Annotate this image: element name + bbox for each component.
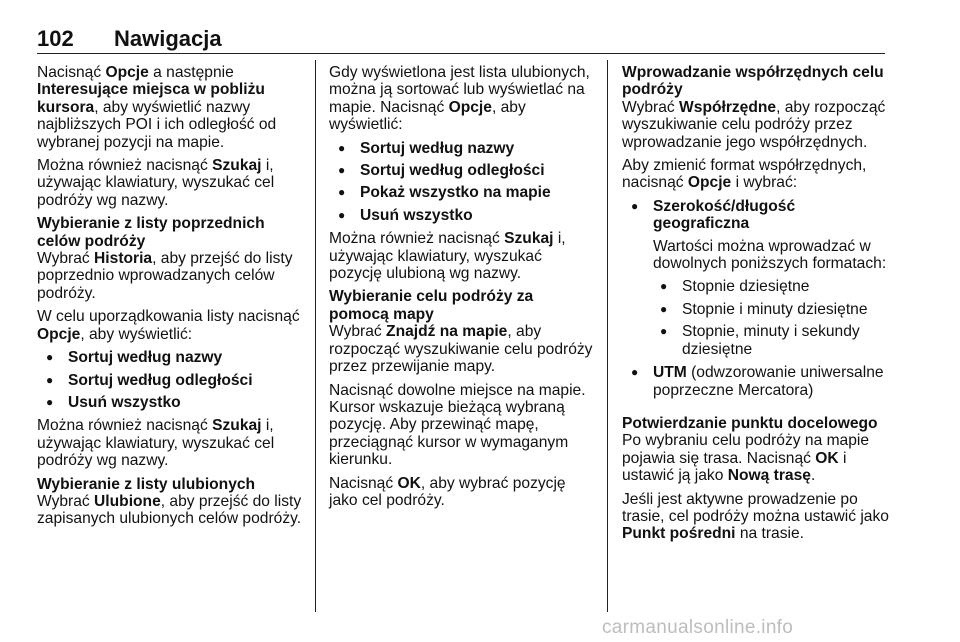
column-divider-1 (315, 60, 316, 612)
paragraph: Gdy wyświetlona jest lista ulubionych, można ją sortować lub wyświetlać na mapie. Nacisnąć Opcje, aby wyświetlić: (329, 64, 590, 134)
paragraph: Wybrać Znajdź na mapie, aby rozpocząć wyszukiwanie celu podróży przez przewijanie mapy. (329, 323, 593, 376)
header-divider (37, 53, 885, 54)
page-header (37, 26, 887, 54)
format-sublist (622, 278, 890, 358)
list-item: ● Stopnie i minuty dziesiętne (622, 301, 890, 318)
list-item: ● Usuń wszystko (37, 394, 305, 411)
section-heading: Wybieranie z listy poprzednich celów podróży (37, 215, 265, 250)
watermark: carmanualsonline.info (602, 617, 794, 638)
paragraph: Jeśli jest aktywne prowadzenie po trasie, cel podróży można ustawić jako Punkt pośredni na trasie. (622, 490, 889, 543)
paragraph: Można również nacisnąć Szukaj i, używając klawiatury, wyszukać cel podróży wg nazwy. (37, 417, 275, 470)
list-item: ● Szerokość/długość geograficzna Wartości można wprowadzać w dowolnych poniższych formatach: (622, 198, 890, 273)
paragraph: Można również nacisnąć Szukaj i, używając klawiatury, wyszukać cel podróży wg nazwy. (37, 157, 275, 209)
list-item: ● Usuń wszystko (329, 207, 597, 224)
list-item: ● Sortuj według odległości (329, 162, 597, 179)
list-item: ● Pokaż wszystko na mapie (329, 184, 597, 201)
column-divider-2 (607, 60, 608, 612)
list-item-description: Wartości można wprowadzać w dowolnych poniższych formatach: (653, 237, 887, 273)
list-item: ● UTM (odwzorowanie uniwersalne poprzeczne Mercatora) (622, 364, 890, 399)
paragraph: Nacisnąć dowolne miejsce na mapie. Kursor wskazuje bieżącą wybraną pozycję. Aby przewinąć mapę, przeciągnąć kursor w wymaganym kierunku. (329, 381, 586, 469)
page-number: 102 (37, 26, 74, 51)
section-heading: Wybieranie celu podróży za pomocą mapy (329, 288, 534, 323)
page-title: Nawigacja (114, 26, 222, 51)
list-item: ● Sortuj według odległości (37, 372, 305, 389)
column-1 (37, 64, 305, 534)
options-list (37, 349, 305, 411)
paragraph: Wybrać Ulubione, aby przejść do listy zapisanych ulubionych celów podróży. (37, 492, 302, 528)
paragraph: Aby zmienić format współrzędnych, nacisnąć Opcje i wybrać: (622, 157, 867, 192)
options-list (329, 140, 597, 225)
paragraph: W celu uporządkowania listy nacisnąć Opcje, aby wyświetlić: (37, 308, 300, 343)
list-item: ● Stopnie dziesiętne (622, 278, 890, 295)
column-2 (329, 64, 597, 515)
column-3 (622, 64, 890, 549)
paragraph: Nacisnąć OK, aby wybrać pozycję jako cel podróży. (329, 474, 566, 509)
paragraph: Wybrać Współrzędne, aby rozpocząć wyszukiwanie celu podróży przez wprowadzanie jego współrzędnych. (622, 98, 886, 151)
paragraph: Wybrać Historia, aby przejść do listy poprzednio wprowadzanych celów podróży. (37, 250, 293, 302)
section-heading: Wybieranie z listy ulubionych (37, 475, 256, 493)
list-item: ● Stopnie, minuty i sekundy dziesiętne (622, 323, 890, 358)
list-item: ● Sortuj według nazwy (329, 140, 597, 157)
paragraph: Po wybraniu celu podróży na mapie pojawia się trasa. Nacisnąć OK i ustawić ją jako Nową trasę. (622, 432, 870, 485)
format-list (622, 198, 890, 273)
paragraph: Można również nacisnąć Szukaj i, używając klawiatury, wyszukać pozycję ulubioną wg nazwy. (329, 230, 566, 283)
list-item: ● Sortuj według nazwy (37, 349, 305, 366)
paragraph: Nacisnąć Opcje a następnie Interesujące miejsca w pobliżu kursora, aby wyświetlić nazwy najbliższych POI i ich odległość od wybranej pozycji na mapie. (37, 64, 277, 151)
section-heading: Potwierdzanie punktu docelowego (622, 414, 878, 432)
section-heading: Wprowadzanie współrzędnych celu podróży (622, 64, 884, 99)
format-list (622, 364, 890, 399)
